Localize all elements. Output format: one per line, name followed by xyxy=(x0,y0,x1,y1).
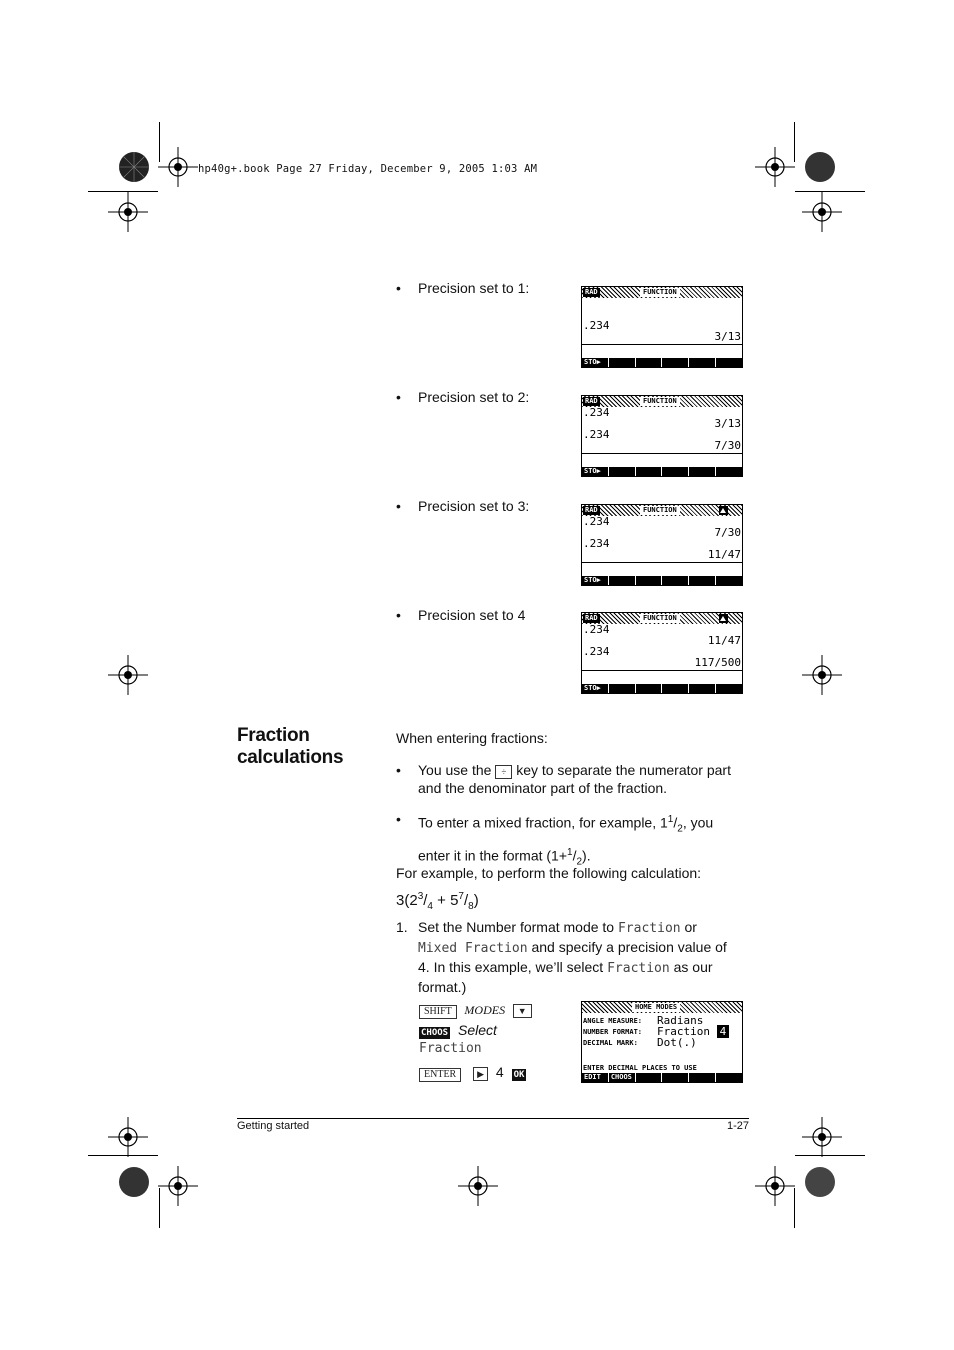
precision-label: Precision set to 4 xyxy=(418,607,526,623)
precision-value: 4 xyxy=(717,1025,730,1038)
text: and specify a precision value of xyxy=(531,939,727,955)
text: Set the Number format mode to xyxy=(418,919,615,935)
screen-title: FUNCTION xyxy=(640,288,680,297)
expression xyxy=(396,888,479,916)
section-heading xyxy=(237,725,343,769)
history-entry: .234 xyxy=(583,515,610,528)
crosshair-icon xyxy=(108,192,148,232)
softkey-menu xyxy=(582,358,742,367)
angle-mode-indicator: RAD xyxy=(585,506,598,514)
superscript: 1 xyxy=(567,847,573,859)
page-number: 1-27 xyxy=(727,1120,750,1132)
text: To enter a mixed fraction, for example, 1 xyxy=(418,814,668,831)
text: 4. In this example, we’ll select xyxy=(418,959,604,975)
history-result: 7/30 xyxy=(714,439,741,452)
angle-mode-indicator: RAD xyxy=(585,288,598,296)
crosshair-icon xyxy=(802,655,842,695)
text: enter it in the format (1+ xyxy=(418,848,568,865)
subscript: 8 xyxy=(468,901,474,912)
example-intro: For example, to perform the following calculation: xyxy=(396,865,702,881)
choos-softkey: CHOOS xyxy=(421,1028,449,1038)
text: key to separate the numerator part and the denominator part of the fraction. xyxy=(418,762,731,796)
crosshair-icon xyxy=(802,192,842,232)
registration-target-icon xyxy=(114,1162,154,1202)
text: or xyxy=(684,919,697,935)
superscript: 1 xyxy=(667,814,674,825)
history-result: 117/500 xyxy=(694,656,741,669)
screen-title: FUNCTION xyxy=(640,614,680,623)
menu-key: STO▶ xyxy=(582,358,609,367)
menu-key: CHOOS xyxy=(609,1073,636,1082)
history-entry: .234 xyxy=(583,406,610,419)
list-item: • Precision set to 2: xyxy=(396,389,530,405)
select-label: Select xyxy=(457,1022,497,1038)
code-text: Mixed Fraction xyxy=(418,941,528,956)
up-arrow-icon xyxy=(719,614,728,623)
superscript: 3 xyxy=(417,891,424,902)
softkey-menu xyxy=(582,576,742,585)
history-result: 3/13 xyxy=(714,330,741,343)
code-text: Fraction xyxy=(607,961,670,976)
registration-target-icon xyxy=(800,147,840,187)
list-item: • Precision set to 4 xyxy=(396,607,526,623)
heading-line: Fraction xyxy=(237,725,310,746)
up-arrow-icon xyxy=(719,506,728,515)
modes-label: MODES xyxy=(464,1003,506,1017)
calculator-modes-screen xyxy=(581,1001,743,1083)
crosshair-icon xyxy=(108,655,148,695)
crosshair-icon xyxy=(755,147,795,187)
shift-key: SHIFT xyxy=(419,1005,457,1019)
mode-label: DECIMAL MARK: xyxy=(583,1039,638,1047)
history-result: 7/30 xyxy=(714,526,741,539)
heading-line: calculations xyxy=(237,747,344,768)
mode-label: NUMBER FORMAT: xyxy=(583,1028,643,1036)
menu-key: STO▶ xyxy=(582,576,609,585)
keystroke-line-4 xyxy=(419,1064,526,1082)
menu-key: EDIT xyxy=(582,1073,609,1082)
history-entry: .234 xyxy=(583,645,610,658)
screen-prompt: ENTER DECIMAL PLACES TO USE xyxy=(583,1064,697,1072)
menu-key: STO▶ xyxy=(582,467,609,476)
step-1 xyxy=(396,918,748,996)
softkey-menu xyxy=(582,467,742,476)
right-arrow-key: ▶ xyxy=(473,1067,488,1081)
crosshair-icon xyxy=(158,1166,198,1206)
list-item: • Precision set to 3: xyxy=(396,498,530,514)
list-item: • To enter a mixed fraction, for example, $1^1/_2$, you enter it in the format $(1+^1/_2)$. xyxy=(396,811,714,868)
list-item: • You use the ÷ key to separate the numerator part and the denominator part of the fraction. xyxy=(396,762,731,796)
text: as our xyxy=(673,959,713,975)
angle-mode-indicator: RAD xyxy=(585,614,598,622)
history-result: 11/47 xyxy=(707,634,741,647)
mode-labels xyxy=(583,1016,642,1049)
angle-mode-indicator: RAD xyxy=(585,397,598,405)
mode-values xyxy=(657,1015,729,1048)
superscript: 7 xyxy=(458,891,464,902)
list-item: • Precision set to 1: xyxy=(396,280,530,296)
fraction-code: Fraction xyxy=(419,1041,482,1056)
history-entry: .234 xyxy=(583,319,610,332)
registration-target-icon xyxy=(800,1162,840,1202)
softkey-menu xyxy=(582,684,742,693)
mode-value: Fraction xyxy=(657,1025,710,1038)
text: / xyxy=(572,848,577,865)
softkey-menu xyxy=(582,1073,742,1082)
text: ) xyxy=(473,892,479,909)
screen-header xyxy=(582,287,742,298)
precision-label: Precision set to 2: xyxy=(418,389,530,405)
screen-title: FUNCTION xyxy=(640,506,680,515)
calculator-screen xyxy=(581,612,743,694)
text: / xyxy=(463,892,469,909)
footer-rule xyxy=(237,1118,749,1119)
history-entry: .234 xyxy=(583,537,610,550)
history-result: 11/47 xyxy=(707,548,741,561)
down-arrow-key: ▼ xyxy=(513,1004,532,1018)
crosshair-icon xyxy=(755,1166,795,1206)
subscript: 2 xyxy=(576,856,583,868)
calculator-screen xyxy=(581,286,743,368)
text: 3(2 xyxy=(396,892,418,909)
crosshair-icon xyxy=(158,147,198,187)
text: , you xyxy=(682,814,714,831)
book-info-header: hp40g+.book Page 27 Friday, December 9, 2005 1:03 AM xyxy=(198,163,538,175)
divide-key: ÷ xyxy=(495,765,512,779)
text: ). xyxy=(582,848,591,865)
enter-key: ENTER xyxy=(419,1068,461,1082)
digit-text: 4 xyxy=(495,1064,504,1080)
crosshair-icon xyxy=(108,1117,148,1157)
calculator-screen xyxy=(581,395,743,477)
footer-section: Getting started xyxy=(237,1120,310,1132)
history-entry: .234 xyxy=(583,428,610,441)
keystroke-line-1 xyxy=(419,1002,532,1019)
registration-target-icon xyxy=(114,147,154,187)
crosshair-icon xyxy=(458,1166,498,1206)
text: / xyxy=(423,892,428,909)
screen-title: FUNCTION xyxy=(640,397,680,406)
menu-key: STO▶ xyxy=(582,684,609,693)
mode-value: Radians xyxy=(657,1014,704,1027)
precision-label: Precision set to 3: xyxy=(418,498,530,514)
history-entry: .234 xyxy=(583,623,610,636)
history-result: 3/13 xyxy=(714,417,741,430)
code-text: Fraction xyxy=(617,921,681,936)
calculator-screen xyxy=(581,504,743,586)
precision-label: Precision set to 1: xyxy=(418,280,530,296)
crosshair-icon xyxy=(802,1117,842,1157)
text: + 5 xyxy=(432,892,459,909)
subscript: 2 xyxy=(677,823,683,835)
text: / xyxy=(673,814,678,831)
mode-value: Dot(.) xyxy=(657,1036,697,1049)
screen-title: HOME MODES xyxy=(632,1003,680,1012)
keystroke-line-2 xyxy=(419,1022,497,1039)
text: format.) xyxy=(418,979,467,995)
mode-label: ANGLE MEASURE: xyxy=(583,1017,643,1025)
intro-text: When entering fractions: xyxy=(396,730,548,746)
text: You use the xyxy=(418,762,492,778)
step-number: 1. xyxy=(396,919,408,935)
ok-softkey: OK xyxy=(513,1070,525,1080)
subscript: 4 xyxy=(427,901,433,912)
